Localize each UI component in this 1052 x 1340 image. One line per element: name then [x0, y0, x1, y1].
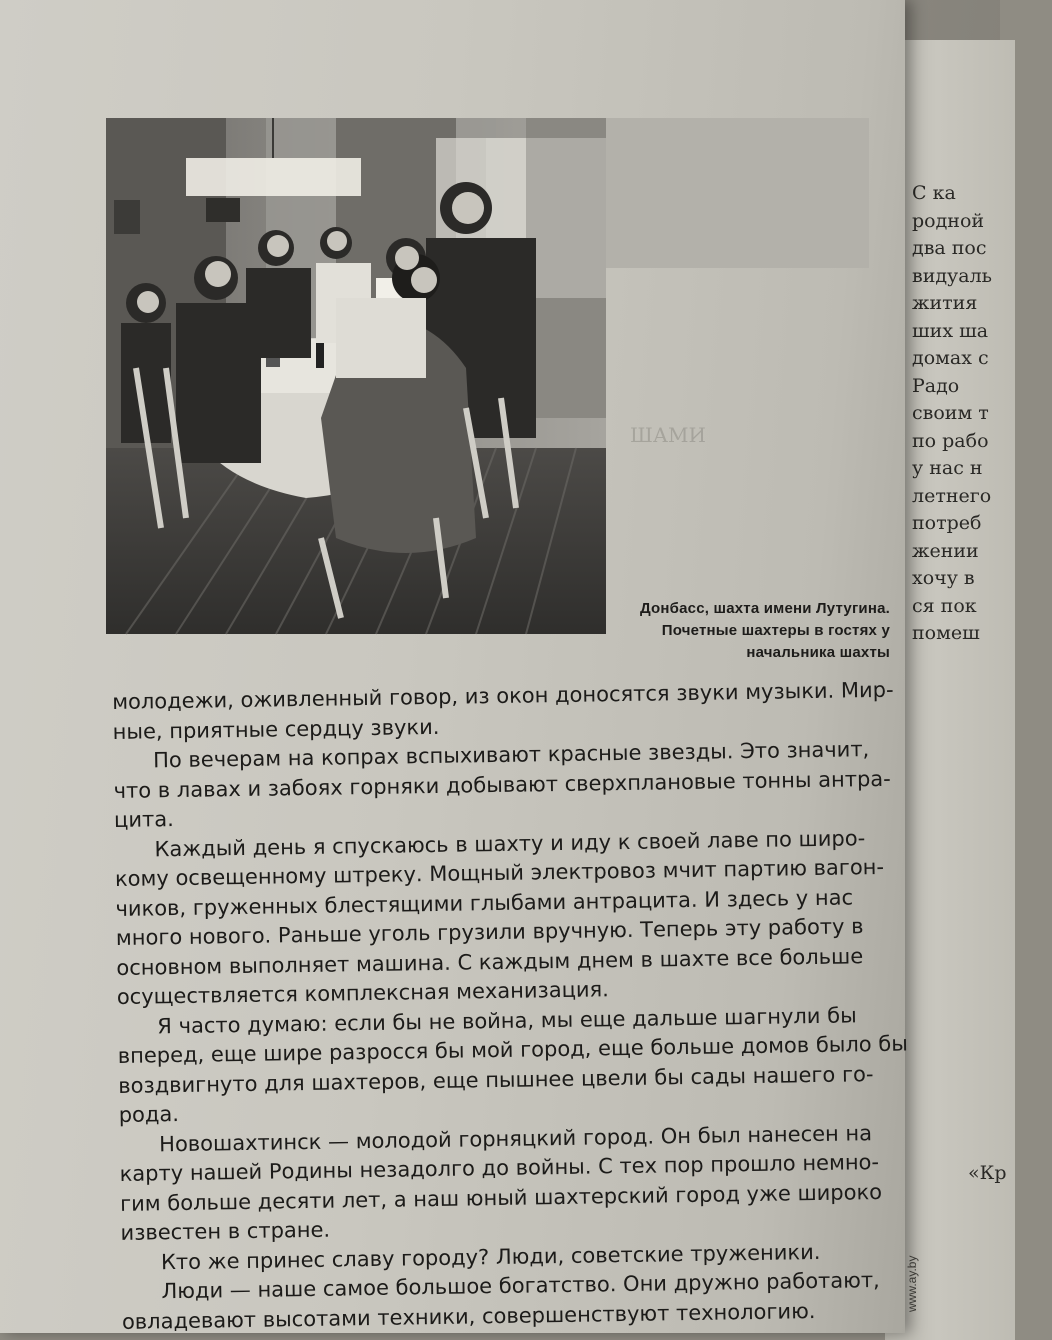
text-line: воздвигнуто для шахтеров, еще пышнее цвели бы сады нашего го-	[118, 1061, 874, 1098]
right-page-line: два пос	[912, 237, 987, 259]
dinner-photo	[106, 118, 869, 634]
right-page-line: летнего	[912, 484, 992, 507]
right-page-line: потреб	[912, 512, 982, 534]
right-page-line: хочу в	[912, 567, 975, 589]
paragraph	[117, 1000, 909, 1130]
text-line: осуществляется комплексная механизация.	[116, 977, 610, 1009]
right-page-line: ся пок	[912, 594, 977, 617]
text-line: овладевают высотами техники, совершенствуют технологию.	[121, 1298, 816, 1334]
text-line: известен в стране.	[120, 1217, 331, 1245]
right-page-text	[912, 180, 1052, 648]
right-page-line: жития	[912, 292, 978, 314]
dinner-photo-image	[106, 118, 869, 634]
caption-line: Почетные шахтеры в гостях у	[661, 622, 890, 639]
text-line: ные, приятные сердцу звуки.	[112, 714, 440, 744]
right-page-line: родной	[912, 209, 985, 232]
text-line: Каждый день я спускаюсь в шахту и иду к своей лаве по широ-	[154, 825, 866, 861]
photo-caption	[580, 598, 890, 664]
right-page-line: С ка	[912, 182, 956, 204]
text-line: молодежи, оживленный говор, из окон доносятся звуки музыки. Мир-	[112, 677, 894, 714]
right-page-line: у нас н	[912, 457, 983, 479]
text-line: гим больше десяти лет, а наш юный шахтерский город уже широко	[119, 1179, 883, 1216]
caption-line: начальника шахты	[746, 644, 890, 661]
paragraph	[121, 1266, 912, 1337]
text-line: что в лавах и забоях горняки добывают сверхплановые тонны антра-	[113, 766, 891, 803]
text-line: карту нашей Родины незадолго до войны. С тех пор прошло немно-	[119, 1150, 880, 1186]
text-line: Новошахтинск — молодой горняцкий город. Он был нанесен на	[158, 1120, 873, 1156]
right-page-line: жении	[912, 539, 979, 562]
text-line: Кто же принес славу городу? Люди, советские труженики.	[160, 1239, 821, 1274]
text-line: Люди — наше самое большое богатство. Они дружно работают,	[161, 1268, 880, 1304]
paragraph	[119, 1118, 911, 1248]
right-page-line: своим т	[912, 402, 989, 424]
bleed-through: ШАМИ	[630, 423, 706, 447]
text-line: чиков, груженных блестящими глыбами антрацита. И здесь у нас	[115, 884, 854, 921]
text-line: рода.	[118, 1102, 180, 1127]
right-page-line: ших ша	[912, 319, 989, 342]
text-line: много нового. Раньше уголь грузили вручную. Теперь эту работу в	[115, 914, 864, 950]
right-page-line: домах с	[912, 347, 989, 369]
right-page-line: Радо	[912, 374, 960, 397]
right-page-line: видуаль	[912, 264, 992, 287]
text-line: цита.	[113, 807, 174, 832]
text-line: Я часто думаю: если бы не война, мы еще дальше шагнули бы	[157, 1002, 857, 1038]
caption-line: Донбасс, шахта имени Лутугина.	[639, 600, 890, 617]
text-line: вперед, еще шире разросся бы мой город, еще больше домов было бы	[117, 1031, 909, 1068]
paragraph	[113, 735, 904, 836]
body-text	[112, 676, 912, 1337]
watermark: www.ay.by	[905, 1255, 919, 1312]
right-page-line: помеш	[912, 622, 980, 644]
text-line: основном выполняет машина. С каждым днем в шахте все больше	[116, 943, 864, 980]
right-page-quote: «Кр	[968, 1162, 1007, 1184]
text-line: кому освещенному штреку. Мощный электровоз мчит партию вагон-	[114, 854, 885, 891]
paragraph	[114, 823, 907, 1012]
text-line: По вечерам на копрах вспыхивают красные звезды. Это значит,	[152, 737, 870, 773]
right-page-line: по рабо	[912, 429, 989, 452]
